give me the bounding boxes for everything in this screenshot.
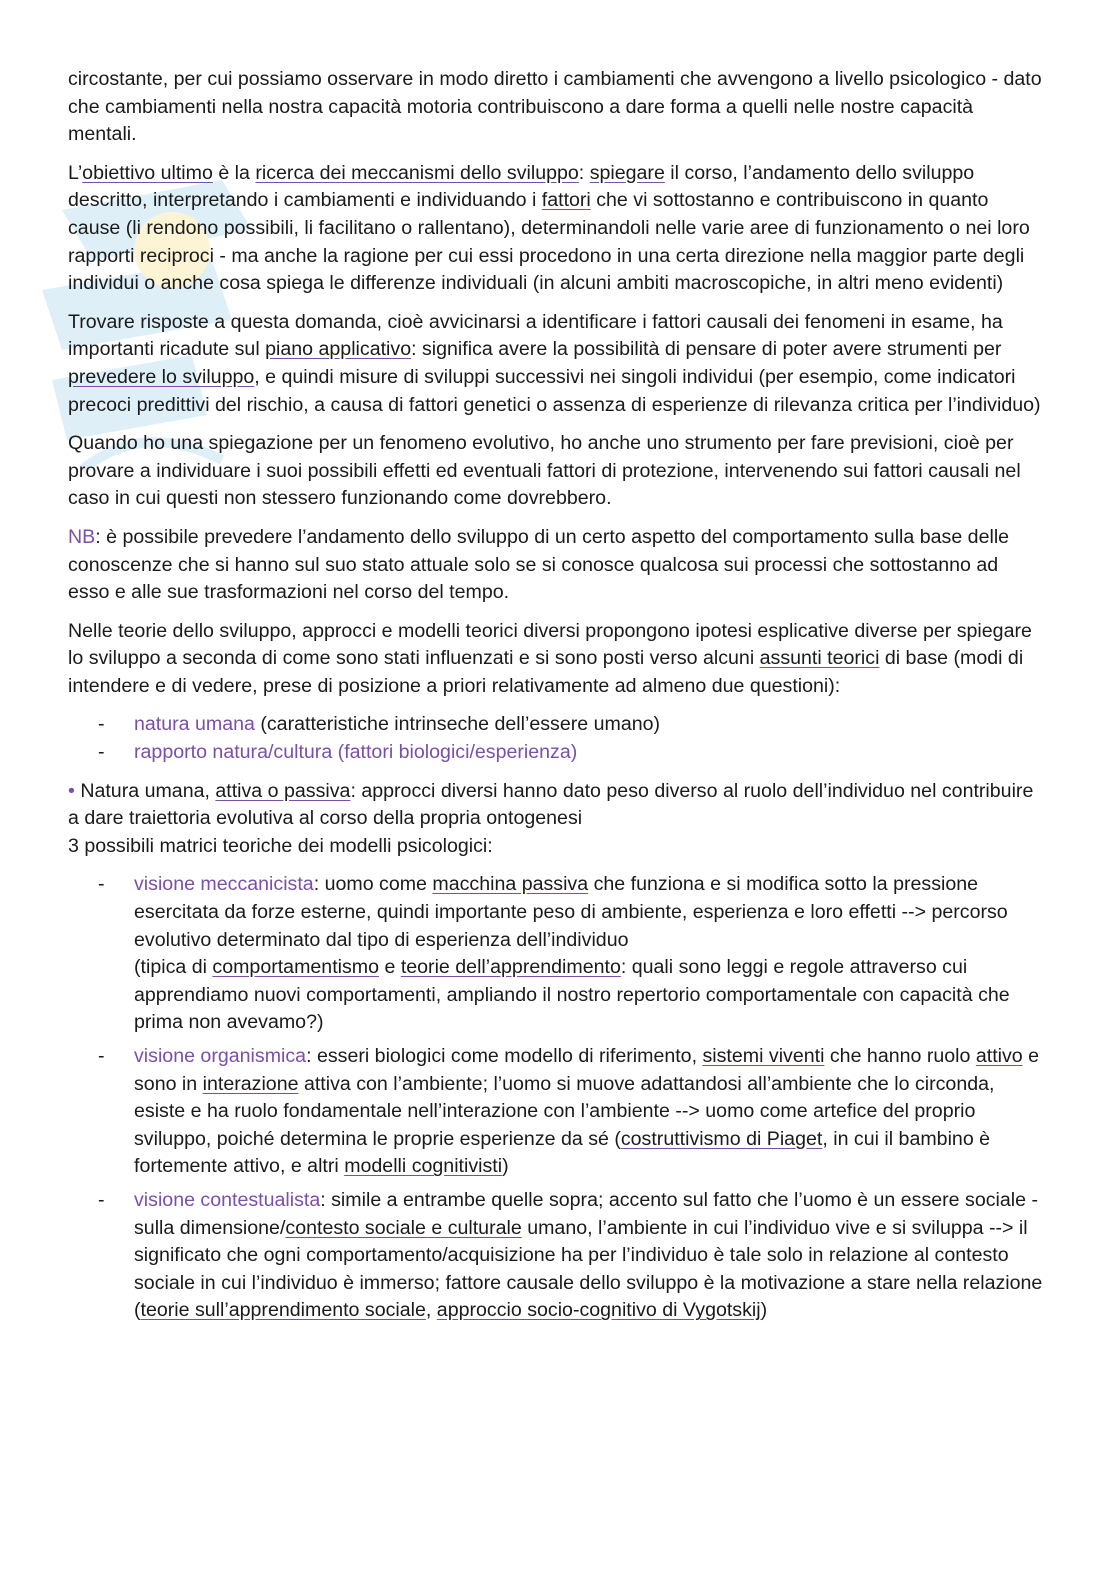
text: L’ — [68, 161, 83, 184]
paragraph-teorie — [68, 618, 1043, 701]
underlined-term: contesto sociale e culturale — [285, 1216, 522, 1239]
text: Nelle teorie dello sviluppo, approcci e modelli teorici diversi propongono ipotesi esplicative diverse per spiegare lo sviluppo a seconda di come sono stati influenzati e si sono posti verso alcuni — [68, 619, 1032, 670]
list-item-meccanicista — [68, 871, 1043, 1037]
underlined-term: ricerca dei meccanismi dello sviluppo — [255, 161, 579, 184]
bullet-marker: • — [68, 779, 75, 802]
underlined-term: assunti teorici — [759, 647, 880, 670]
text: : quali sono leggi e regole attraverso cui apprendiamo nuovi comportamenti, ampliando il nostro repertorio comportamentale con capacità che prima non avevamo?) — [134, 956, 1010, 1034]
underlined-term: sistemi viventi — [702, 1045, 825, 1067]
text: che funziona e si modifica sotto la pressione esercitata da forze esterne, quindi importante peso di ambiente, esperienza e loro effetti --> percorso evolutivo determinato dal tipo di esperienza dell’individuo — [134, 873, 1008, 951]
dash-marker: - — [98, 1045, 105, 1067]
text: (caratteristiche intrinseche dell’essere umano) — [254, 713, 661, 736]
text: è la — [212, 161, 256, 184]
text: Quando ho una spiegazione per un fenomeno evolutivo, ho anche uno strumento per fare previsioni, cioè per provare a individuare i suoi possibili effetti ed eventuali fattori di protezione, intervenendo sui fattori causali nel caso in cui questi non stessero funzionando come dovrebbero. — [68, 432, 1021, 510]
text: Natura umana, — [74, 779, 216, 802]
underlined-term: approccio socio-cognitivo di Vygotskij — [436, 1299, 761, 1322]
underlined-term: prevedere lo sviluppo — [68, 365, 255, 388]
underlined-term: costruttivismo di Piaget — [620, 1127, 823, 1150]
line — [134, 954, 1043, 1037]
document-page — [68, 66, 1043, 1336]
line — [134, 1297, 1043, 1325]
underlined-term: piano applicativo — [265, 338, 412, 361]
underlined-term: attivo — [975, 1045, 1023, 1067]
line — [134, 1187, 1043, 1297]
underlined-term: macchina passiva — [432, 873, 589, 896]
underlined-term: modelli cognitivisti — [344, 1155, 503, 1178]
highlight-term: visione meccanicista — [134, 873, 314, 896]
paragraph-spiegazione — [68, 430, 1043, 513]
list-item-organismica — [68, 1043, 1043, 1181]
paragraph-natura-umana — [68, 778, 1043, 861]
text: Trovare risposte a questa domanda, cioè avvicinarsi a identificare i fattori causali dei fenomeni in esame, ha importanti ricadute sul — [68, 310, 1003, 361]
paragraph-obiettivo — [68, 160, 1043, 298]
text: : significa avere la possibilità di pensare di poter avere strumenti per — [411, 338, 1002, 361]
text: circostante, per cui possiamo osservare in modo diretto i cambiamenti che avvengono a livello psicologico - dato che cambiamenti nella nostra capacità motoria contribuiscono a dare forma a quelli nelle nostre capacità mentali. — [68, 68, 1042, 146]
text: , — [425, 1299, 437, 1322]
paragraph-intro — [68, 66, 1043, 149]
dash-marker: - — [98, 1188, 105, 1211]
matrici-list — [68, 871, 1043, 1325]
underlined-term: comportamentismo — [212, 956, 380, 979]
paragraph-applicativo — [68, 309, 1043, 419]
text: il corso, l’andamento dello sviluppo descritto, interpretando i cambiamenti e individuando i — [68, 161, 975, 212]
list-item — [68, 711, 1043, 739]
text: , in cui il bambino è fortemente attivo, e altri — [134, 1127, 991, 1178]
text: attiva con l’ambiente; l’uomo si muove adattandosi all’ambiente che lo circonda, esiste e ha ruolo fondamentale nell’interazione con l’ambiente --> uomo come artefice del proprio sviluppo, poiché determina le proprie esperienze da sé ( — [134, 1072, 995, 1150]
text: di base (modi di intendere e di vedere, prese di posizione a priori relativamente ad almeno due questioni): — [68, 647, 1024, 697]
paragraph-nb — [68, 524, 1043, 607]
underlined-term: interazione — [202, 1072, 299, 1095]
line — [68, 778, 1043, 833]
dash-marker: - — [98, 741, 105, 764]
highlight-term: rapporto natura/cultura (fattori biologici/esperienza) — [134, 741, 578, 764]
text: ) — [502, 1155, 509, 1178]
line: 3 possibili matrici teoriche dei modelli psicologici: — [68, 834, 493, 857]
line — [134, 871, 1043, 954]
questions-list — [68, 711, 1043, 766]
highlight-term: visione organismica — [134, 1045, 307, 1067]
text: ) — [760, 1299, 768, 1322]
text: : uomo come — [313, 873, 433, 896]
text: umano, l’ambiente in cui l’individuo vive e si sviluppa --> il significato che ogni comportamento/acquisizione ha per l’individuo è tale solo in relazione al contesto sociale in cui l’individuo è immerso; fattore causale dello sviluppo è la motivazione a stare nella relazione — [134, 1216, 1043, 1294]
dash-marker: - — [98, 713, 105, 736]
highlight-term: visione contestualista — [134, 1188, 321, 1211]
dash-marker: - — [98, 873, 105, 896]
text: e — [379, 956, 401, 979]
list-item-contestualista — [68, 1187, 1043, 1325]
text: e sono in — [134, 1045, 1040, 1095]
text: ( — [134, 1299, 141, 1322]
underlined-term: spiegare — [589, 161, 665, 184]
text: , e quindi misure di sviluppi successivi nei singoli individui (per esempio, come indicatori precoci predittivi del rischio, a causa di fattori genetici o assenza di esperienze di rilevanza critica per l’individuo) — [68, 365, 1041, 416]
highlight-term: natura umana — [134, 713, 255, 736]
underlined-term: teorie dell’apprendimento — [400, 956, 621, 979]
text: (tipica di — [134, 956, 213, 979]
underlined-term: teorie sull’apprendimento sociale — [140, 1299, 426, 1322]
nb-label: NB — [68, 525, 96, 548]
underlined-term: fattori — [541, 189, 591, 212]
text: : esseri biologici come modello di riferimento, — [306, 1045, 703, 1067]
text: : approcci diversi hanno dato peso diverso al ruolo dell’individuo nel contribuire a dare traiettoria evolutiva al corso della propria ontogenesi — [68, 779, 1034, 830]
underlined-term: attiva o passiva — [215, 779, 351, 802]
text: che hanno ruolo — [824, 1045, 976, 1067]
text: : simile a entrambe quelle sopra; accento sul fatto che l’uomo è un essere sociale - sulla dimensione/ — [134, 1188, 1038, 1239]
text: : — [578, 161, 590, 184]
underlined-term: obiettivo ultimo — [82, 161, 213, 184]
text: che vi sottostanno e contribuiscono in quanto cause (li rendono possibili, li facilitano o rallentano), determinandoli nelle varie aree di funzionamento o nei loro rapporti reciproci - ma anche la ragione per cui essi procedono in una certa direzione nella maggior parte degli individui o anche cosa spiega le differenze individuali (in alcuni ambiti macroscopiche, in altri meno evidenti) — [68, 189, 1030, 295]
list-item — [68, 739, 1043, 767]
text: : è possibile prevedere l’andamento dello sviluppo di un certo aspetto del comportamento sulla base delle conoscenze che si hanno sul suo stato attuale solo se si conosce qualcosa sui processi che sottostanno ad esso e alle sue trasformazioni nel corso del tempo. — [68, 525, 1010, 604]
